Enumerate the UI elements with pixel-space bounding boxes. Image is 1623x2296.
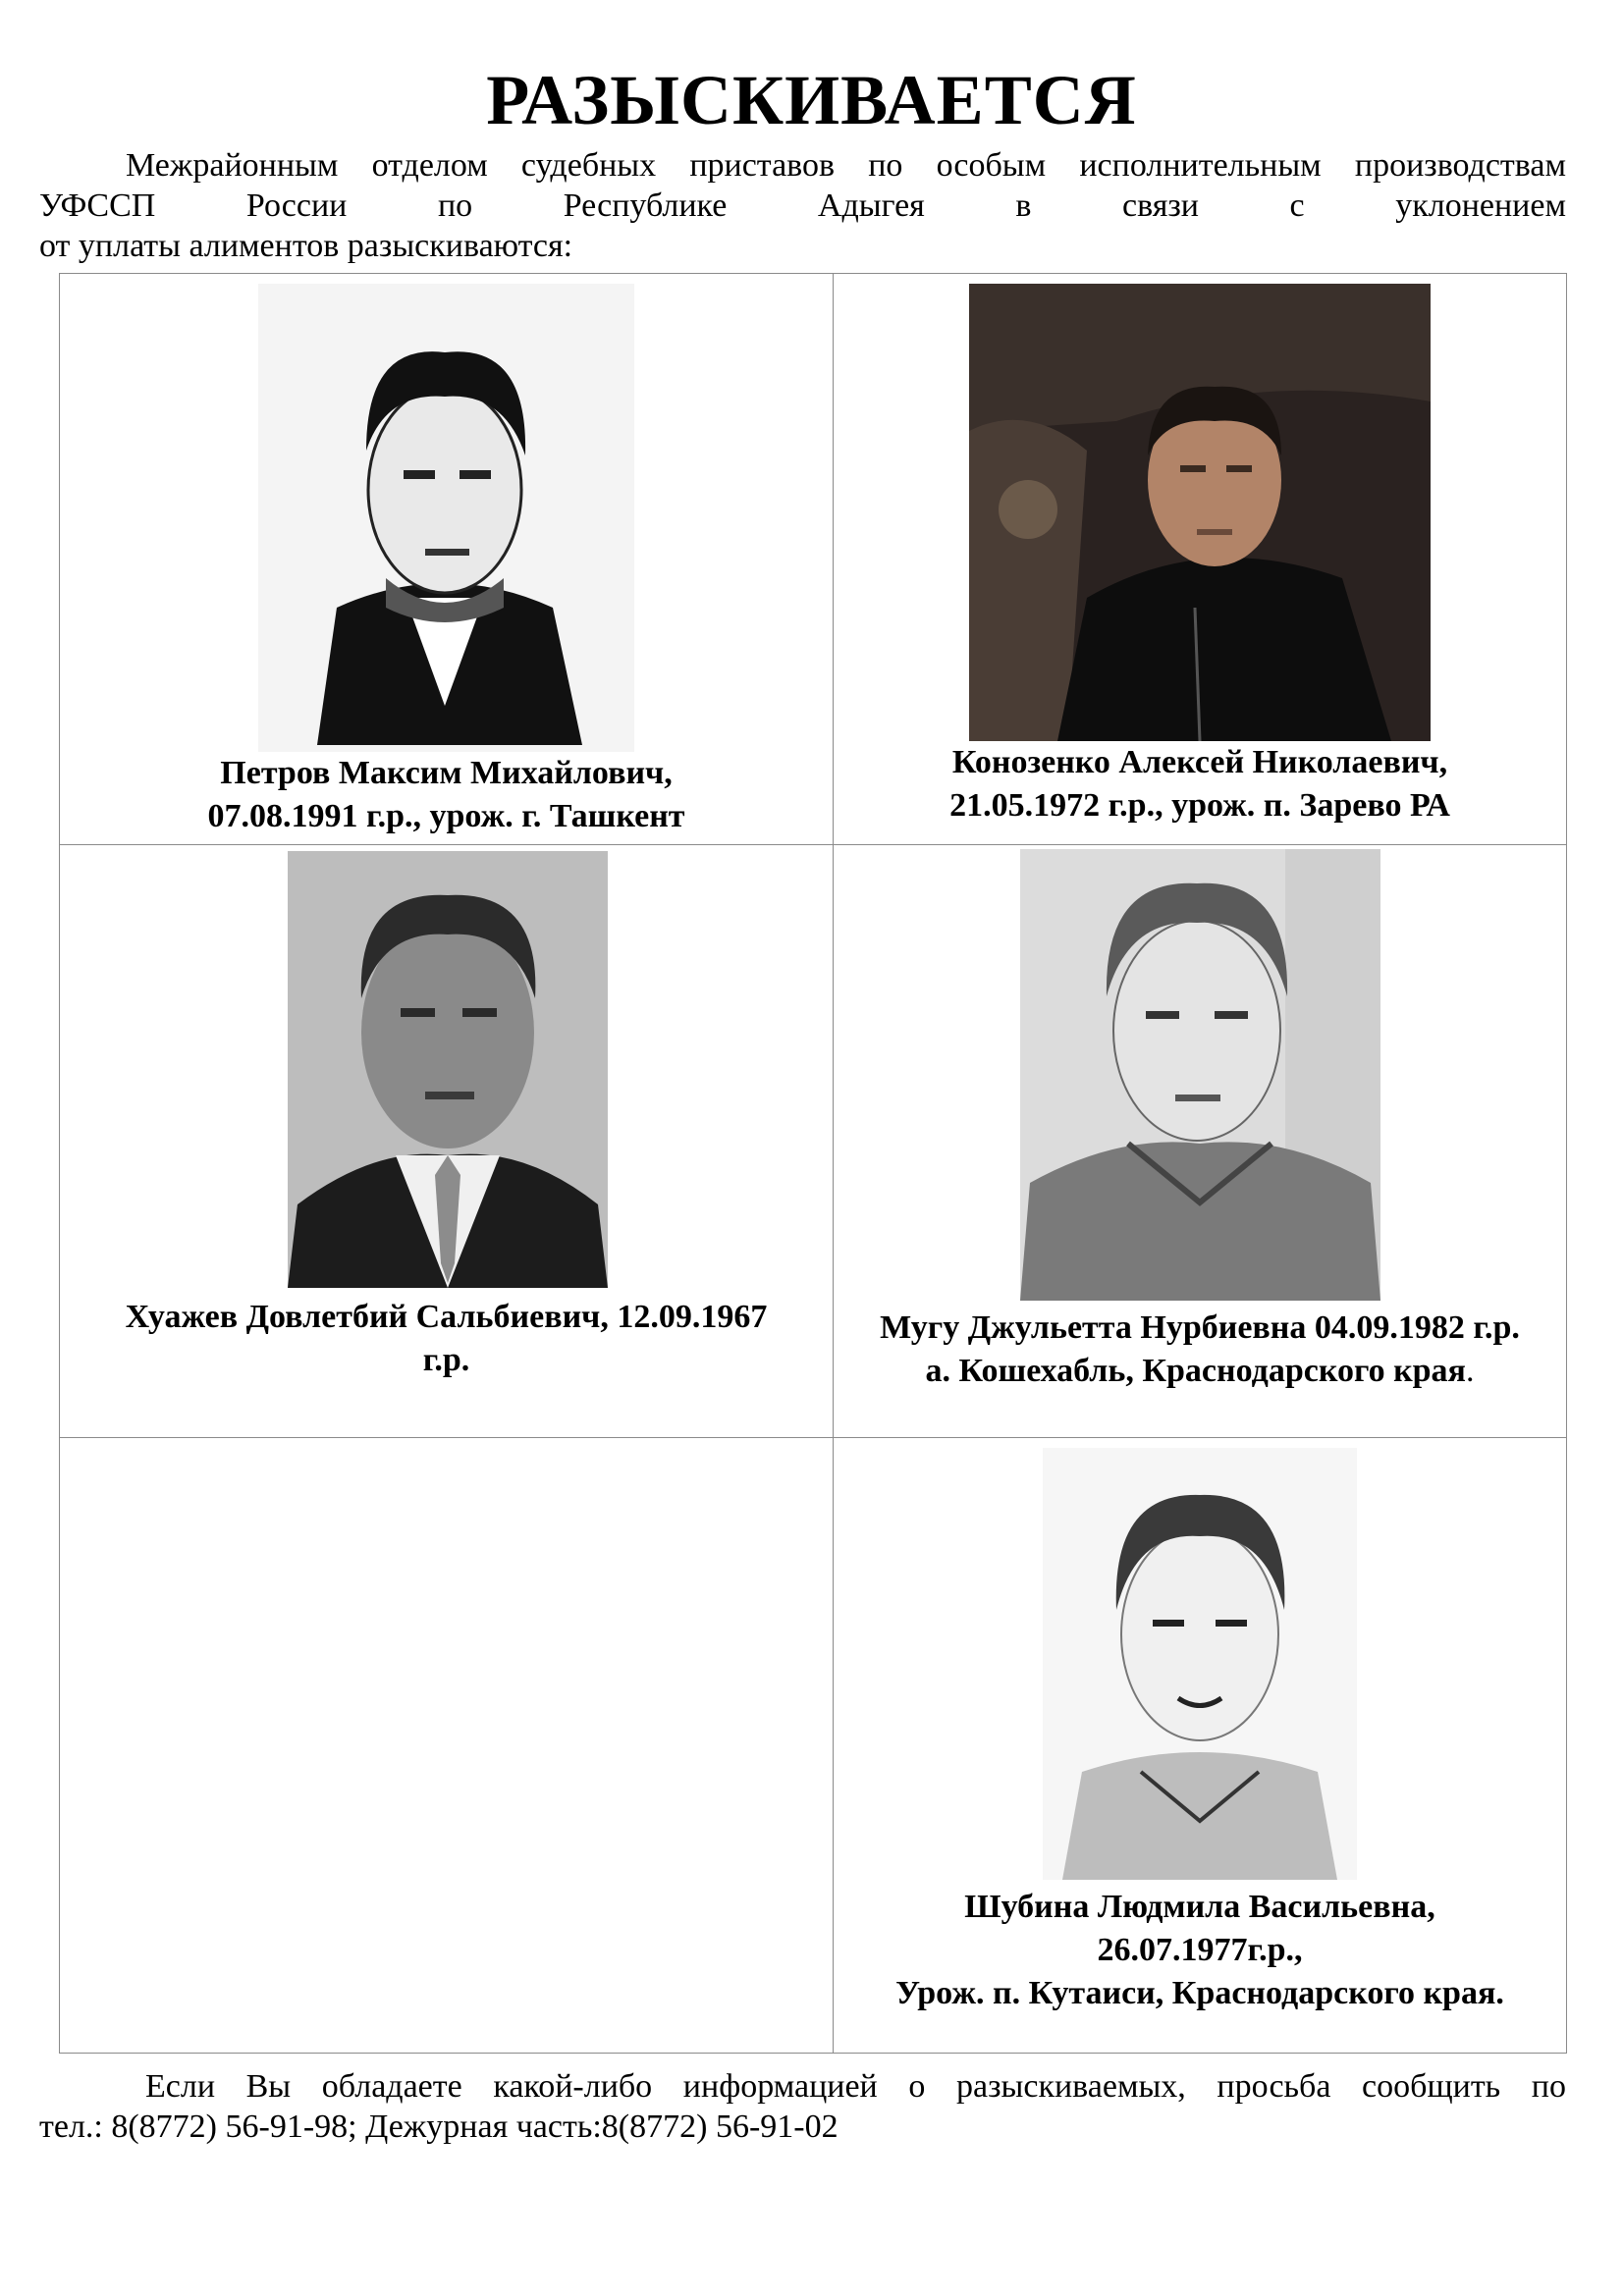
empty-cell [60, 1438, 834, 2054]
intro-word: УФССП [39, 187, 156, 224]
person-caption-konozenko [834, 741, 1566, 828]
caption-line: г.р. [422, 1342, 470, 1378]
caption-line: Петров Максим Михайлович, [220, 755, 673, 791]
intro-word: связи [1122, 187, 1199, 224]
person-cell-shubina [834, 1438, 1567, 2054]
portrait-photo-woman [1020, 849, 1380, 1301]
intro-line-1: Межрайонным отделом судебных приставов по особым исполнительным производствам [126, 147, 1566, 184]
caption-period: . [1465, 1353, 1475, 1389]
portrait-photo-man-dark-jacket [969, 284, 1431, 741]
person-caption-khuazhev [60, 1296, 833, 1382]
caption-line: 07.08.1991 г.р., урож. г. Ташкент [207, 798, 685, 834]
portrait-photo-man-bw-high-contrast [258, 284, 634, 752]
caption-line: 21.05.1972 г.р., урож. п. Зарево РА [949, 787, 1450, 824]
person-photo-petrov [258, 284, 634, 752]
person-caption-shubina [834, 1886, 1566, 2015]
person-cell-konozenko [834, 274, 1567, 845]
poster-title: РАЗЫСКИВАЕТСЯ [486, 61, 1137, 139]
intro-word: с [1289, 187, 1305, 224]
caption-line: Урож. п. Кутаиси, Краснодарского края. [895, 1975, 1504, 2011]
person-photo-shubina [1043, 1448, 1357, 1880]
person-caption-mugu [834, 1307, 1566, 1393]
intro-word: уклонением [1395, 187, 1566, 224]
caption-line: 26.07.1977г.р., [1097, 1932, 1303, 1968]
portrait-photo-woman-bw [1043, 1448, 1357, 1880]
footer-contact-paragraph [39, 2066, 1566, 2147]
intro-word: в [1015, 187, 1032, 224]
person-photo-khuazhev [288, 851, 608, 1288]
footer-line-1: Если Вы обладаете какой-либо информацией о разыскиваемых, просьба сообщить по [145, 2068, 1566, 2105]
intro-line-3: от уплаты алиментов разыскиваются: [39, 228, 573, 264]
caption-line: Мугу Джульетта Нурбиевна 04.09.1982 г.р. [880, 1309, 1520, 1346]
intro-word: по [437, 187, 473, 224]
caption-line: Шубина Людмила Васильевна, [964, 1889, 1435, 1925]
caption-line-text: а. Кошехабль, Краснодарского края [925, 1353, 1466, 1389]
person-photo-mugu [1020, 849, 1380, 1301]
portrait-photo-man-suit-tie [288, 851, 608, 1288]
intro-line-2 [39, 186, 1566, 226]
person-caption-petrov [60, 752, 833, 838]
person-cell-mugu [834, 845, 1567, 1438]
person-photo-konozenko [969, 284, 1431, 741]
intro-word: Адыгея [817, 187, 925, 224]
intro-word: России [245, 187, 348, 224]
caption-line: Хуажев Довлетбий Сальбиевич, 12.09.1967 [125, 1299, 768, 1335]
caption-line [834, 1350, 1566, 1393]
person-cell-khuazhev [60, 845, 834, 1438]
footer-line-2: тел.: 8(8772) 56-91-98; Дежурная часть:8(8772) 56-91-02 [39, 2109, 839, 2145]
person-cell-petrov [60, 274, 834, 845]
intro-word: Республике [563, 187, 728, 224]
intro-paragraph [39, 145, 1566, 266]
caption-line: Конозенко Алексей Николаевич, [951, 744, 1448, 780]
wanted-persons-table [59, 273, 1567, 2054]
